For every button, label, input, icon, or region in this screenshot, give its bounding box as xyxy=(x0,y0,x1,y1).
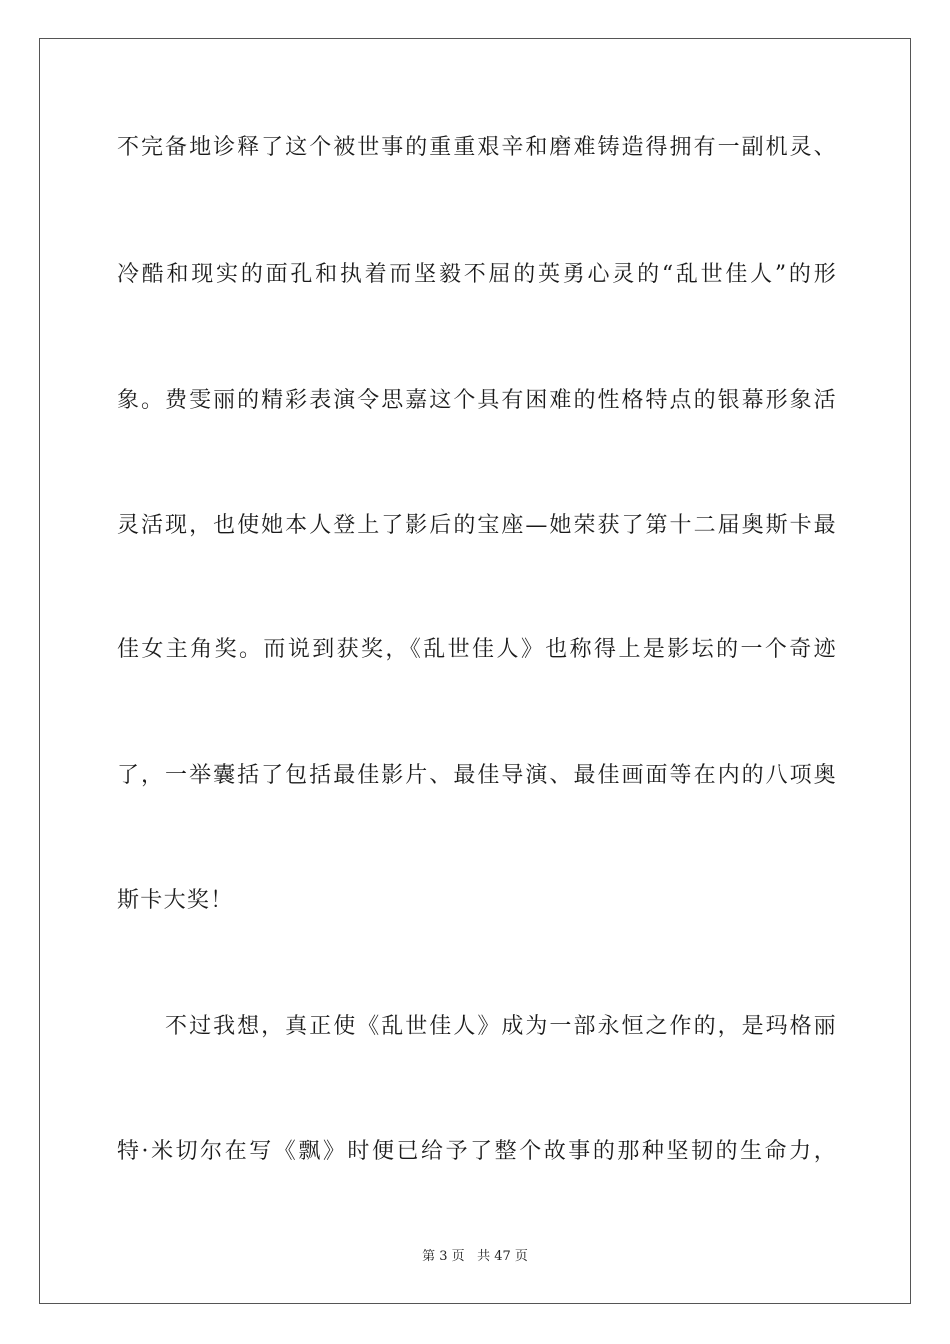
body-text-line: 灵活现，也使她本人登上了影后的宝座—她荣获了第十二届奥斯卡最 xyxy=(117,513,837,538)
body-text-line: 斯卡大奖！ xyxy=(117,888,234,913)
page-border xyxy=(39,38,911,1304)
body-text-line: 冷酷和现实的面孔和执着而坚毅不屈的英勇心灵的“乱世佳人”的形 xyxy=(117,262,837,287)
body-text-line: 特·米切尔在写《飘》时便已给予了整个故事的那种坚韧的生命力， xyxy=(117,1139,837,1164)
page-number: 第 3 页 xyxy=(422,1249,465,1264)
body-text-line: 不完备地诊释了这个被世事的重重艰辛和磨难铸造得拥有一副机灵、 xyxy=(117,135,837,160)
page-footer xyxy=(0,1248,950,1266)
page-total: 共 47 页 xyxy=(477,1249,528,1264)
body-text-line: 佳女主角奖。而说到获奖，《乱世佳人》也称得上是影坛的一个奇迹 xyxy=(117,637,837,662)
body-text-line: 不过我想，真正使《乱世佳人》成为一部永恒之作的，是玛格丽 xyxy=(117,1014,837,1039)
body-text-line: 象。费雯丽的精彩表演令思嘉这个具有困难的性格特点的银幕形象活 xyxy=(117,388,837,413)
body-text-line: 了，一举囊括了包括最佳影片、最佳导演、最佳画面等在内的八项奥 xyxy=(117,763,837,788)
